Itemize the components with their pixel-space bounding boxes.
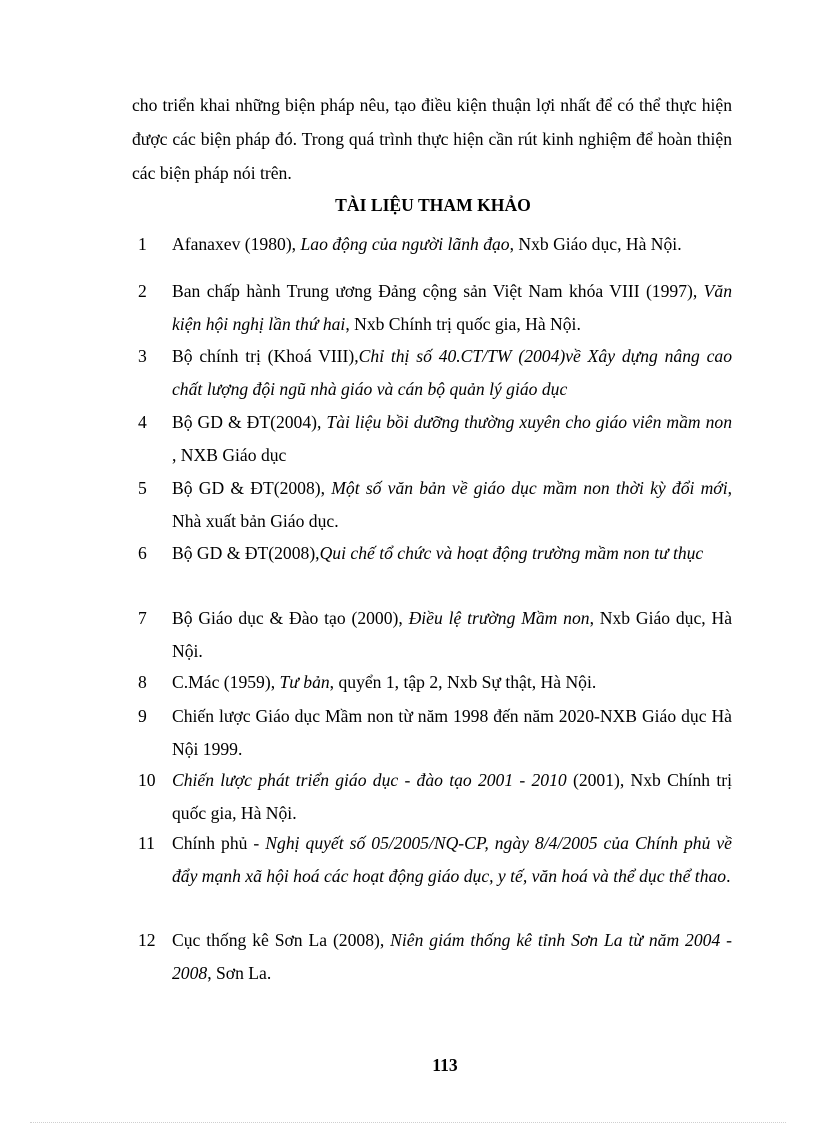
reference-number: 6 [138,543,147,563]
reference-number: 7 [138,608,147,628]
reference-text: Chính phủ - Nghị quyết số 05/2005/NQ-CP, ngày 8/4/2005 của Chính phủ về đẩy mạnh xã hội hoá các hoạt động giáo dục, y tế, văn hoá và thể dục thể thao. [172,833,732,886]
reference-number: 1 [138,234,147,254]
reference-text: Bộ chính trị (Khoá VIII),Chỉ thị số 40.CT/TW (2004)về Xây dựng nâng cao chất lượng đội ngũ nhà giáo và cán bộ quản lý giáo dục [172,346,732,399]
reference-number: 2 [138,281,147,301]
reference-text: Bộ Giáo dục & Đào tạo (2000), Điều lệ trường Mầm non, Nxb Giáo dục, Hà Nội. [172,608,732,661]
reference-number: 9 [138,706,147,726]
reference-number: 8 [138,672,147,692]
reference-number: 3 [138,346,147,366]
reference-text: Chiến lược Giáo dục Mầm non từ năm 1998 đến năm 2020-NXB Giáo dục Hà Nội 1999. [172,706,732,759]
reference-text: Ban chấp hành Trung ương Đảng cộng sản Việt Nam khóa VIII (1997), Văn kiện hội nghị lần thứ hai, Nxb Chính trị quốc gia, Hà Nội. [172,281,732,334]
references-heading: TÀI LIỆU THAM KHẢO [335,195,531,215]
reference-number: 10 [138,770,156,790]
page-number: 113 [432,1055,458,1075]
reference-text: Bộ GD & ĐT(2004), Tài liệu bồi dưỡng thường xuyên cho giáo viên mầm non , NXB Giáo dục [172,412,733,465]
reference-text: C.Mác (1959), Tư bản, quyển 1, tập 2, Nxb Sự thật, Hà Nội. [172,672,597,692]
reference-number: 12 [138,930,156,950]
reference-number: 11 [138,833,155,853]
reference-text: Bộ GD & ĐT(2008),Qui chế tổ chức và hoạt động trường mầm non tư thục [172,543,704,563]
reference-text: Chiến lược phát triển giáo dục - đào tạo 2001 - 2010 (2001), Nxb Chính trị quốc gia, Hà Nội. [172,770,732,823]
reference-text: Afanaxev (1980), Lao động của người lãnh đạo, Nxb Giáo dục, Hà Nội. [172,234,682,254]
reference-number: 5 [138,478,147,498]
reference-text: Cục thống kê Sơn La (2008), Niên giám thống kê tỉnh Sơn La từ năm 2004 - 2008, Sơn La. [172,930,732,983]
reference-number: 4 [138,412,147,432]
intro-paragraph: cho triển khai những biện pháp nêu, tạo điều kiện thuận lợi nhất để có thể thực hiện được các biện pháp đó. Trong quá trình thực hiện cần rút kinh nghiệm để hoàn thiện các biện pháp nói trên. [132,95,732,183]
reference-text: Bộ GD & ĐT(2008), Một số văn bản về giáo dục mầm non thời kỳ đổi mới, Nhà xuất bản Giáo dục. [172,478,732,531]
